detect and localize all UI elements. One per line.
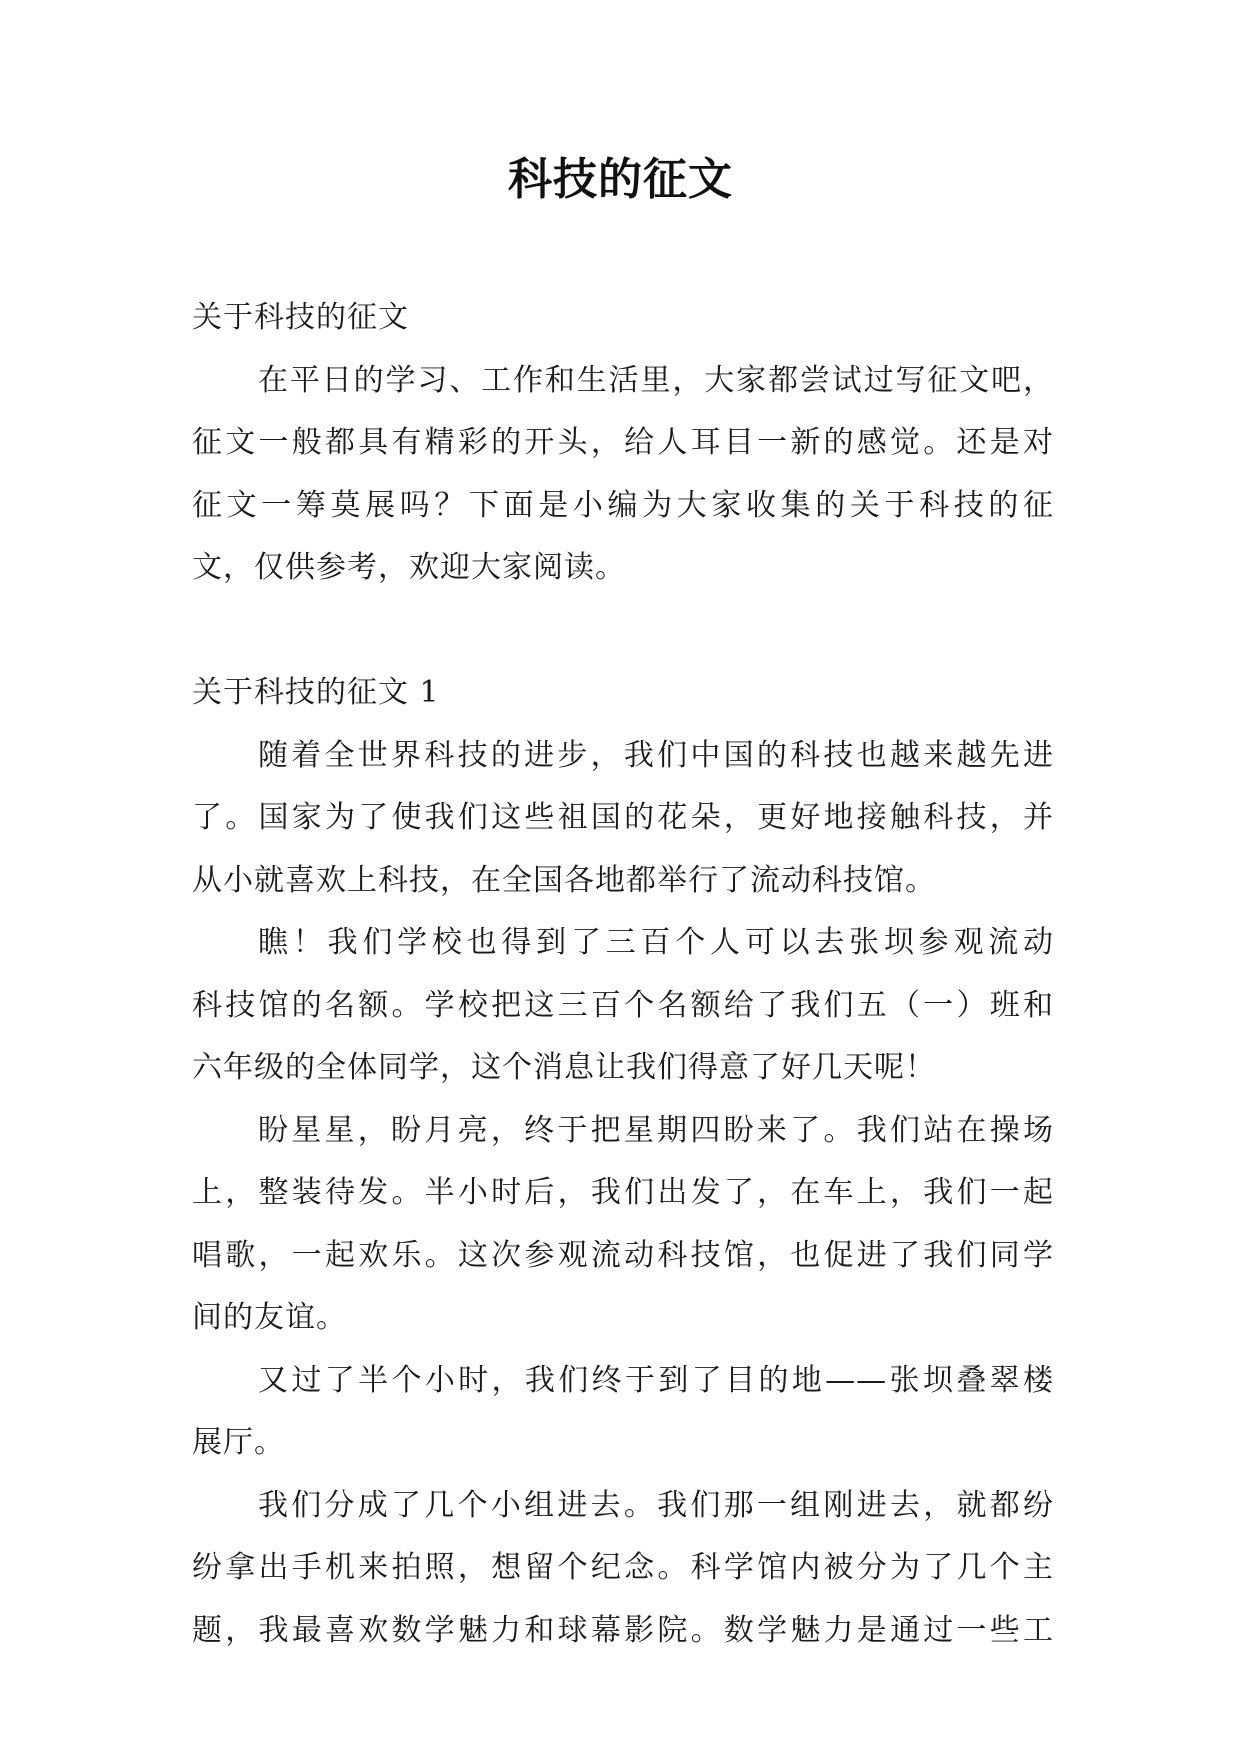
paragraph-5-line-1: 我们分成了几个小组进去。我们那一组刚进去，就都纷: [258, 1487, 1054, 1523]
paragraph-4-line-2: 展厅。: [192, 1425, 285, 1460]
intro-line-4: 文，仅供参考，欢迎大家阅读。: [192, 550, 626, 585]
paragraph-5-line-3: 题，我最喜欢数学魅力和球幕影院。数学魅力是通过一些工: [192, 1612, 1054, 1648]
document-body: [192, 287, 1054, 1662]
paragraph-4-line-1: 又过了半个小时，我们终于到了目的地——张坝叠翠楼: [258, 1362, 1054, 1398]
paragraph-2-line-1: 瞧！我们学校也得到了三百个人可以去张坝参观流动: [258, 925, 1054, 960]
paragraph-3-line-2: 上，整装待发。半小时后，我们出发了，在车上，我们一起: [192, 1175, 1054, 1210]
paragraph-3-line-3: 唱歌，一起欢乐。这次参观流动科技馆，也促进了我们同学: [192, 1237, 1054, 1273]
intro-heading: 关于科技的征文: [192, 300, 409, 335]
intro-line-1: 在平日的学习、工作和生活里，大家都尝试过写征文吧，: [258, 362, 1054, 398]
paragraph-5-line-2: 纷拿出手机来拍照，想留个纪念。科学馆内被分为了几个主: [192, 1550, 1054, 1585]
paragraph-2-line-2: 科技馆的名额。学校把这三百个名额给了我们五（一）班和: [192, 987, 1054, 1023]
paragraph-2-line-3: 六年级的全体同学，这个消息让我们得意了好几天呢！: [192, 1050, 936, 1085]
document-title: 科技的征文: [508, 154, 733, 205]
intro-line-3: 征文一筹莫展吗？下面是小编为大家收集的关于科技的征: [192, 487, 1054, 523]
intro-line-2: 征文一般都具有精彩的开头，给人耳目一新的感觉。还是对: [192, 425, 1054, 460]
paragraph-3-line-4: 间的友谊。: [192, 1300, 347, 1335]
paragraph-1-line-1: 随着全世界科技的进步，我们中国的科技也越来越先进: [258, 737, 1054, 773]
essay-1-heading: 关于科技的征文 1: [192, 675, 440, 710]
paragraph-1-line-2: 了。国家为了使我们这些祖国的花朵，更好地接触科技，并: [192, 800, 1054, 835]
section-gap: [192, 600, 1054, 663]
paragraph-3-line-1: 盼星星，盼月亮，终于把星期四盼来了。我们站在操场: [258, 1112, 1054, 1148]
paragraph-1-line-3: 从小就喜欢上科技，在全国各地都举行了流动科技馆。: [192, 862, 936, 898]
